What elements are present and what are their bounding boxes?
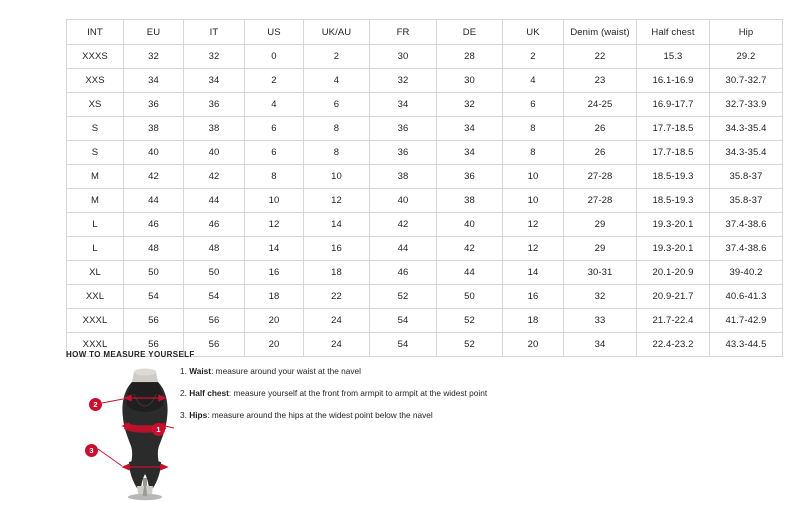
cell: 52 — [370, 285, 437, 309]
measure-instruction-number: 1. — [180, 366, 187, 376]
cell: 21.7-22.4 — [637, 309, 710, 333]
table-row — [67, 189, 783, 213]
column-header-int: INT — [67, 20, 124, 45]
cell: 12 — [503, 237, 564, 261]
table-row — [67, 141, 783, 165]
cell: 28 — [437, 45, 503, 69]
cell: 41.7-42.9 — [710, 309, 783, 333]
cell: 34 — [437, 117, 503, 141]
measure-badge-2: 2 — [89, 398, 102, 411]
cell: 42 — [124, 165, 184, 189]
measure-instruction-text: : measure around the hips at the widest point below the navel — [207, 410, 433, 420]
column-header-us: US — [245, 20, 304, 45]
cell: 8 — [304, 141, 370, 165]
cell: 44 — [184, 189, 245, 213]
cell: 54 — [370, 309, 437, 333]
cell: 18.5-19.3 — [637, 189, 710, 213]
cell: 23 — [564, 69, 637, 93]
cell: 14 — [245, 237, 304, 261]
cell: 56 — [184, 309, 245, 333]
cell: 42 — [184, 165, 245, 189]
cell: 19.3-20.1 — [637, 237, 710, 261]
cell: 16 — [503, 285, 564, 309]
cell: 36 — [437, 165, 503, 189]
cell: 40 — [184, 141, 245, 165]
column-header-denim-waist: Denim (waist) — [564, 20, 637, 45]
cell: XXS — [67, 69, 124, 93]
cell: 48 — [184, 237, 245, 261]
cell: 34 — [564, 333, 637, 357]
size-chart-table-wrapper — [66, 19, 767, 357]
cell: 4 — [245, 93, 304, 117]
cell: 42 — [437, 237, 503, 261]
table-row — [67, 213, 783, 237]
table-row — [67, 261, 783, 285]
cell: 22 — [564, 45, 637, 69]
column-header-half-chest: Half chest — [637, 20, 710, 45]
cell: 6 — [245, 117, 304, 141]
measure-instruction-hips — [180, 410, 610, 421]
cell: 32 — [184, 45, 245, 69]
cell: L — [67, 237, 124, 261]
measure-instruction-term: Hips — [189, 410, 208, 420]
cell: 34.3-35.4 — [710, 117, 783, 141]
cell: 2 — [245, 69, 304, 93]
cell: 32.7-33.9 — [710, 93, 783, 117]
column-header-fr: FR — [370, 20, 437, 45]
cell: 52 — [437, 333, 503, 357]
table-row — [67, 309, 783, 333]
cell: 35.8-37 — [710, 189, 783, 213]
cell: 44 — [437, 261, 503, 285]
cell: 10 — [503, 165, 564, 189]
cell: 54 — [184, 285, 245, 309]
cell: 29 — [564, 237, 637, 261]
cell: 34 — [437, 141, 503, 165]
cell: 15.3 — [637, 45, 710, 69]
cell: 38 — [124, 117, 184, 141]
table-row — [67, 285, 783, 309]
cell: M — [67, 189, 124, 213]
cell: 32 — [564, 285, 637, 309]
cell: XXXL — [67, 333, 124, 357]
cell: 30 — [370, 45, 437, 69]
measure-instruction-half-chest — [180, 388, 610, 399]
cell: 26 — [564, 117, 637, 141]
cell: 44 — [124, 189, 184, 213]
cell: 20 — [245, 309, 304, 333]
column-header-uk-au: UK/AU — [304, 20, 370, 45]
cell: 32 — [437, 93, 503, 117]
cell: L — [67, 213, 124, 237]
cell: 54 — [124, 285, 184, 309]
cell: S — [67, 117, 124, 141]
cell: 40 — [124, 141, 184, 165]
cell: 2 — [304, 45, 370, 69]
table-row — [67, 117, 783, 141]
table-row — [67, 93, 783, 117]
cell: 29 — [564, 213, 637, 237]
cell: 37.4-38.6 — [710, 213, 783, 237]
cell: 52 — [437, 309, 503, 333]
cell: 20.1-20.9 — [637, 261, 710, 285]
cell: 14 — [503, 261, 564, 285]
measure-instructions-list — [180, 366, 610, 432]
cell: 12 — [245, 213, 304, 237]
cell: 29.2 — [710, 45, 783, 69]
cell: 33 — [564, 309, 637, 333]
cell: 0 — [245, 45, 304, 69]
column-header-hip: Hip — [710, 20, 783, 45]
cell: 16 — [245, 261, 304, 285]
cell: 16 — [304, 237, 370, 261]
cell: 32 — [124, 45, 184, 69]
cell: 26 — [564, 141, 637, 165]
cell: 38 — [437, 189, 503, 213]
measure-instruction-number: 2. — [180, 388, 187, 398]
cell: 30-31 — [564, 261, 637, 285]
cell: 36 — [184, 93, 245, 117]
cell: 34 — [124, 69, 184, 93]
cell: 36 — [124, 93, 184, 117]
column-header-it: IT — [184, 20, 245, 45]
cell: 40.6-41.3 — [710, 285, 783, 309]
cell: 38 — [184, 117, 245, 141]
cell: 18.5-19.3 — [637, 165, 710, 189]
column-header-de: DE — [437, 20, 503, 45]
column-header-eu: EU — [124, 20, 184, 45]
measure-instruction-text: : measure around your waist at the navel — [211, 366, 361, 376]
measure-instruction-term: Half chest — [189, 388, 229, 398]
cell: 37.4-38.6 — [710, 237, 783, 261]
cell: 50 — [184, 261, 245, 285]
cell: 6 — [304, 93, 370, 117]
how-to-measure-title: HOW TO MEASURE YOURSELF — [66, 350, 195, 359]
measure-instruction-waist — [180, 366, 610, 377]
cell: 24 — [304, 333, 370, 357]
cell: M — [67, 165, 124, 189]
table-row — [67, 165, 783, 189]
cell: 56 — [124, 333, 184, 357]
cell: 10 — [503, 189, 564, 213]
cell: 30.7-32.7 — [710, 69, 783, 93]
cell: 43.3-44.5 — [710, 333, 783, 357]
cell: 48 — [124, 237, 184, 261]
measure-badge-1: 1 — [152, 423, 165, 436]
cell: 14 — [304, 213, 370, 237]
cell: 17.7-18.5 — [637, 141, 710, 165]
cell: 38 — [370, 165, 437, 189]
cell: 8 — [503, 141, 564, 165]
cell: XXXS — [67, 45, 124, 69]
cell: XS — [67, 93, 124, 117]
cell: 32 — [370, 69, 437, 93]
cell: 10 — [245, 189, 304, 213]
cell: 35.8-37 — [710, 165, 783, 189]
table-row — [67, 69, 783, 93]
size-chart-table — [66, 19, 783, 357]
cell: 46 — [184, 213, 245, 237]
cell: 39-40.2 — [710, 261, 783, 285]
cell: 34 — [370, 93, 437, 117]
cell: 18 — [245, 285, 304, 309]
measure-instruction-text: : measure yourself at the front from armpit to armpit at the widest point — [228, 388, 488, 398]
cell: 10 — [304, 165, 370, 189]
cell: 16.9-17.7 — [637, 93, 710, 117]
cell: 4 — [304, 69, 370, 93]
cell: 20 — [503, 333, 564, 357]
cell: 46 — [124, 213, 184, 237]
cell: 42 — [370, 213, 437, 237]
measure-badge-3: 3 — [85, 444, 98, 457]
cell: 34 — [184, 69, 245, 93]
cell: 27-28 — [564, 189, 637, 213]
cell: 22 — [304, 285, 370, 309]
measure-instruction-term: Waist — [189, 366, 212, 376]
cell: 8 — [503, 117, 564, 141]
cell: 8 — [304, 117, 370, 141]
cell: 12 — [503, 213, 564, 237]
cell: S — [67, 141, 124, 165]
measure-instruction-number: 3. — [180, 410, 187, 420]
cell: 44 — [370, 237, 437, 261]
cell: 36 — [370, 141, 437, 165]
cell: 18 — [503, 309, 564, 333]
cell: 20 — [245, 333, 304, 357]
cell: 17.7-18.5 — [637, 117, 710, 141]
cell: 6 — [503, 93, 564, 117]
cell: 20.9-21.7 — [637, 285, 710, 309]
cell: 19.3-20.1 — [637, 213, 710, 237]
cell: 56 — [184, 333, 245, 357]
cell: 12 — [304, 189, 370, 213]
cell: 50 — [437, 285, 503, 309]
cell: 22.4-23.2 — [637, 333, 710, 357]
cell: 27-28 — [564, 165, 637, 189]
cell: 54 — [370, 333, 437, 357]
cell: 6 — [245, 141, 304, 165]
table-row — [67, 237, 783, 261]
cell: 34.3-35.4 — [710, 141, 783, 165]
cell: 40 — [370, 189, 437, 213]
cell: 50 — [124, 261, 184, 285]
cell: 4 — [503, 69, 564, 93]
cell: 16.1-16.9 — [637, 69, 710, 93]
cell: 36 — [370, 117, 437, 141]
column-header-uk: UK — [503, 20, 564, 45]
cell: 24-25 — [564, 93, 637, 117]
cell: 46 — [370, 261, 437, 285]
table-header-row — [67, 20, 783, 45]
cell: 40 — [437, 213, 503, 237]
cell: 8 — [245, 165, 304, 189]
cell: 2 — [503, 45, 564, 69]
cell: XXL — [67, 285, 124, 309]
cell: XL — [67, 261, 124, 285]
cell: 30 — [437, 69, 503, 93]
cell: 56 — [124, 309, 184, 333]
cell: 24 — [304, 309, 370, 333]
table-row — [67, 45, 783, 69]
cell: XXXL — [67, 309, 124, 333]
cell: 18 — [304, 261, 370, 285]
